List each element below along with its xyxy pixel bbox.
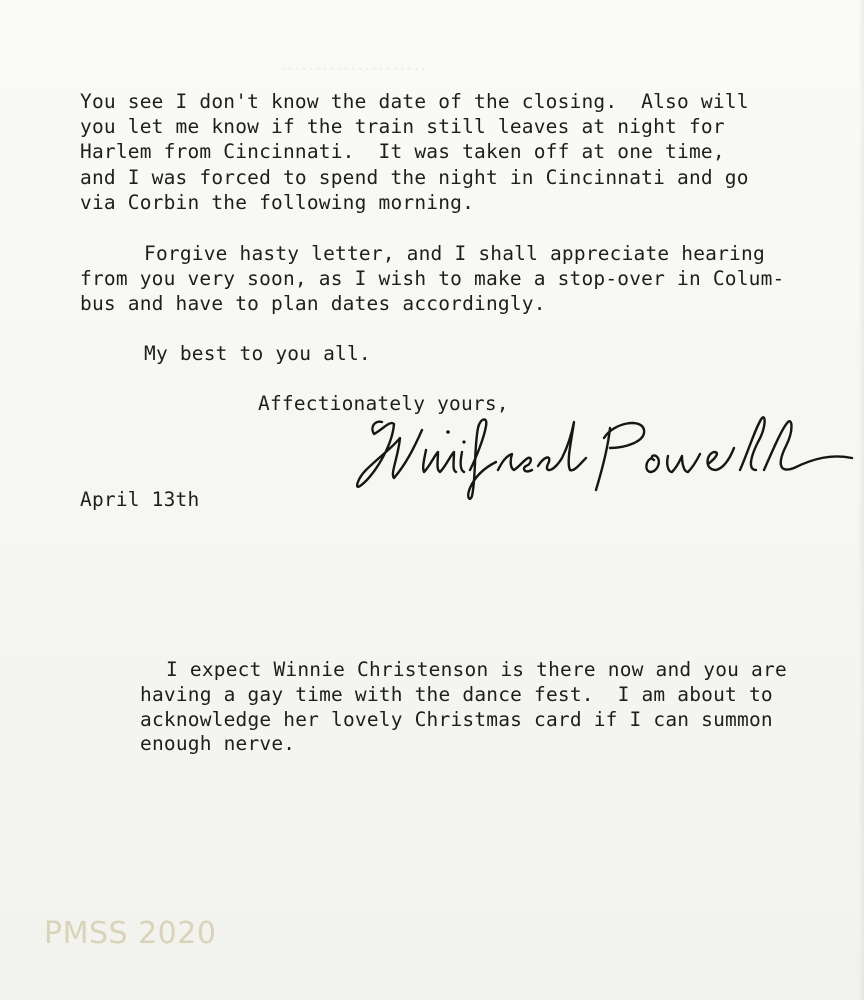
postscript-line-1: I expect Winnie Christenson is there now and you are — [166, 658, 787, 681]
paragraph-1-line-1: You see I don't know the date of the closing. Also will — [80, 90, 749, 113]
valediction: Affectionately yours, — [258, 392, 509, 415]
postscript-line-3: acknowledge her lovely Christmas card if I can summon — [140, 708, 773, 731]
paragraph-1-line-2: you let me know if the train still leaves at night for — [80, 115, 725, 138]
letterhead-bleed-through: ····················· — [280, 64, 428, 75]
closing-line: My best to you all. — [144, 342, 371, 365]
paragraph-1-line-3: Harlem from Cincinnati. It was taken off at one time, — [80, 140, 725, 163]
paragraph-2-line-2: from you very soon, as I wish to make a stop-over in Colum- — [80, 267, 785, 290]
paragraph-2-line-3: bus and have to plan dates accordingly. — [80, 292, 546, 315]
postscript-line-2: having a gay time with the dance fest. I am about to — [140, 683, 773, 706]
archive-watermark: PMSS 2020 — [44, 916, 217, 951]
letter-date: April 13th — [80, 488, 200, 511]
paragraph-1-line-4: and I was forced to spend the night in Cincinnati and go — [80, 166, 749, 189]
paragraph-1-line-5: via Corbin the following morning. — [80, 191, 475, 214]
handwritten-signature — [352, 408, 860, 500]
paragraph-2-line-1: Forgive hasty letter, and I shall appreciate hearing — [144, 242, 765, 265]
postscript-line-4: enough nerve. — [140, 732, 296, 755]
